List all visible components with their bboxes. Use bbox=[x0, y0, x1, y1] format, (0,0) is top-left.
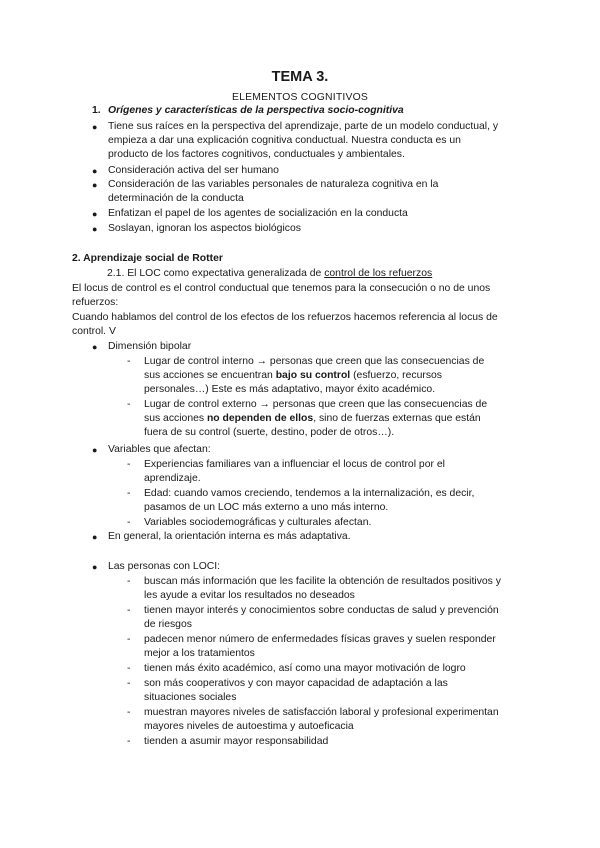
list-item: tienden a asumir mayor responsabilidad bbox=[144, 736, 329, 747]
list-item: Las personas con LOCI: bbox=[108, 561, 221, 572]
section1-heading: Orígenes y características de la perspectiva socio-cognitiva bbox=[108, 105, 404, 116]
dash-icon: - bbox=[127, 576, 131, 587]
list-item: Consideración activa del ser humano bbox=[108, 165, 279, 176]
document-title: TEMA 3. bbox=[271, 69, 329, 85]
list-item: tienen mayor interés y conocimientos sobre conductas de salud y prevención bbox=[144, 605, 499, 616]
list-item: Lugar de control externo → personas que creen que las consecuencias de bbox=[144, 399, 488, 410]
bullet-icon: ● bbox=[92, 445, 98, 455]
paragraph-line: El locus de control es el control conductual que tenemos para la consecución o no de unos bbox=[72, 283, 491, 294]
section2-heading: 2. Aprendizaje social de Rotter bbox=[72, 253, 223, 264]
dash-icon: - bbox=[127, 459, 131, 470]
list-item: producto de los factores cognitivos, conductuales y ambientales. bbox=[108, 149, 405, 160]
list-item: les ayude a evitar los resultados no deseados bbox=[144, 590, 355, 601]
dash-icon: - bbox=[127, 488, 131, 499]
bullet-icon: ● bbox=[92, 122, 98, 132]
list-item: situaciones sociales bbox=[144, 692, 237, 703]
paragraph-line: refuerzos: bbox=[72, 297, 119, 308]
dash-icon: - bbox=[127, 736, 131, 747]
list-item: sus acciones se encuentran bajo su control (esfuerzo, recursos bbox=[144, 370, 443, 381]
dash-icon: - bbox=[127, 356, 131, 367]
list-item: Lugar de control interno → personas que creen que las consecuencias de bbox=[144, 356, 485, 367]
bullet-icon: ● bbox=[92, 562, 98, 572]
list-item: aprendizaje. bbox=[144, 473, 201, 484]
list-item: mejor a los tratamientos bbox=[144, 648, 255, 659]
bullet-icon: ● bbox=[92, 166, 98, 176]
list-item: Dimensión bipolar bbox=[108, 341, 192, 352]
bullet-icon: ● bbox=[92, 209, 98, 219]
list-item: Soslayan, ignoran los aspectos biológicos bbox=[108, 223, 301, 234]
list-item: Variables que afectan: bbox=[108, 444, 211, 455]
list-item: de riesgos bbox=[144, 619, 192, 630]
bullet-icon: ● bbox=[92, 342, 98, 352]
paragraph-line: Cuando hablamos del control de los efectos de los refuerzos hacemos referencia al locus de bbox=[72, 312, 498, 323]
list-item: Variables sociodemográficas y culturales afectan. bbox=[144, 517, 372, 528]
dash-icon: - bbox=[127, 399, 131, 410]
list-item: Edad: cuando vamos creciendo, tendemos a la internalización, es decir, bbox=[144, 488, 475, 499]
bullet-icon: ● bbox=[92, 180, 98, 190]
list-item: determinación de la conducta bbox=[108, 193, 244, 204]
list-item: Experiencias familiares van a influenciar el locus de control por el bbox=[144, 459, 445, 470]
dash-icon: - bbox=[127, 707, 131, 718]
bullet-icon: ● bbox=[92, 224, 98, 234]
list-item: fuera de su control (suerte, destino, poder de otros…). bbox=[144, 427, 395, 438]
section1-number: 1. bbox=[92, 105, 101, 116]
dash-icon: - bbox=[127, 663, 131, 674]
list-item: tienen más éxito académico, así como una mayor motivación de logro bbox=[144, 663, 466, 674]
list-item: padecen menor número de enfermedades físicas graves y suelen responder bbox=[144, 634, 496, 645]
list-item: pasamos de un LOC más externo a uno más interno. bbox=[144, 502, 389, 513]
list-item: Tiene sus raíces en la perspectiva del aprendizaje, parte de un modelo conductual, y bbox=[108, 121, 499, 132]
list-item: muestran mayores niveles de satisfacción laboral y profesional experimentan bbox=[144, 707, 499, 718]
list-item: Consideración de las variables personales de naturaleza cognitiva en la bbox=[108, 179, 439, 190]
dash-icon: - bbox=[127, 517, 131, 528]
list-item: buscan más información que les facilite la obtención de resultados positivos y bbox=[144, 576, 501, 587]
dash-icon: - bbox=[127, 634, 131, 645]
list-item: mayores niveles de autoestima y autoeficacia bbox=[144, 721, 354, 732]
bullet-icon: ● bbox=[92, 532, 98, 542]
subsection-heading: 2.1. El LOC como expectativa generalizada de control de los refuerzos bbox=[107, 268, 433, 279]
document-subtitle: ELEMENTOS COGNITIVOS bbox=[231, 92, 369, 103]
dash-icon: - bbox=[127, 605, 131, 616]
list-item: personales…) Este es más adaptativo, mayor éxito académico. bbox=[144, 384, 436, 395]
list-item: sus acciones no dependen de ellos, sino de fuerzas externas que están bbox=[144, 413, 481, 424]
list-item: empieza a dar una explicación cognitiva conductual. Nuestra conducta es un bbox=[108, 135, 461, 146]
list-item: En general, la orientación interna es más adaptativa. bbox=[108, 531, 351, 542]
paragraph-line: control. V bbox=[72, 326, 116, 337]
list-item: son más cooperativos y con mayor capacidad de adaptación a las bbox=[144, 678, 448, 689]
list-item: Enfatizan el papel de los agentes de socialización en la conducta bbox=[108, 208, 408, 219]
dash-icon: - bbox=[127, 678, 131, 689]
